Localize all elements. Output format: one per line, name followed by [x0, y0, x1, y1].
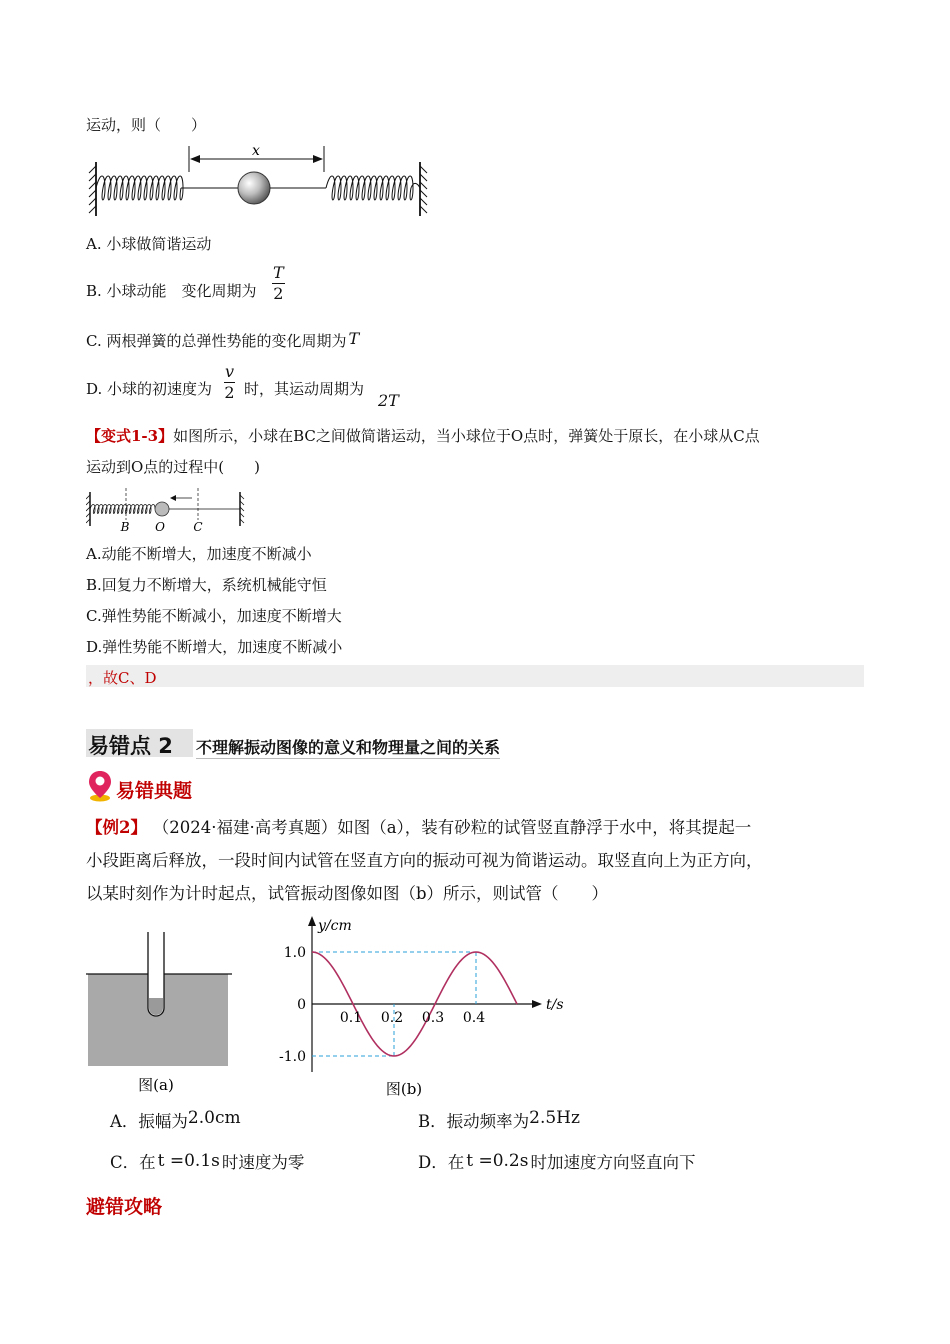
x-axis-arrow — [532, 1000, 542, 1008]
location-pin-icon — [88, 770, 112, 802]
answer-band — [86, 665, 864, 687]
x-tick-label: 0.2 — [380, 1010, 404, 1026]
question-stem-tail: 运动，则（ ） — [86, 116, 207, 134]
x-tick-label: 0.3 — [421, 1010, 445, 1026]
q2-stem-line1: 【变式1-3】如图所示，小球在BC之间做简谐运动，当小球位于O点时，弹簧处于原长，在小球从C点 — [86, 427, 760, 445]
q2-option-c: C.弹性势能不断减小，加速度不断增大 — [86, 607, 342, 625]
example-line2: 小段距离后释放，一段时间内试管在竖直方向的振动可视为简谐运动。取竖直向上为正方向， — [86, 851, 763, 870]
q2-option-b: B.回复力不断增大，系统机械能守恒 — [86, 576, 327, 594]
q1-option-a: A. 小球做简谐运动 — [86, 235, 212, 253]
example-option-a: A．振幅为2.0cm — [110, 1108, 241, 1131]
vibration-graph — [272, 912, 572, 1100]
heading-avoid: 避错攻略 — [86, 1196, 163, 1218]
y-tick-label: 0 — [297, 997, 306, 1013]
y-tick-label: 1.0 — [283, 945, 306, 961]
test-tube-figure — [86, 928, 236, 1100]
example-line1: 【例2】 （2024·福建·高考真题）如图（a），装有砂粒的试管竖直静浮于水中，将其提起一 — [86, 818, 752, 837]
label-c: C — [193, 520, 203, 534]
x-tick-label: 0.1 — [339, 1010, 363, 1026]
q1-option-d-period: 2T — [378, 391, 399, 410]
label-b: B — [120, 520, 130, 534]
q2-answer: ，故C、D — [88, 669, 157, 687]
y-axis-label: y/cm — [318, 918, 352, 934]
q2-option-a: A.动能不断增大，加速度不断减小 — [86, 545, 312, 563]
example-option-b: B．振动频率为2.5Hz — [418, 1108, 580, 1131]
x-tick-label: 0.4 — [462, 1010, 486, 1026]
fraction-v-over-2: $\frac{v}{2}$ — [224, 362, 235, 402]
figure-b-caption: 图(b) — [385, 1080, 423, 1098]
spring-oscillator-figure — [86, 486, 248, 536]
q1-option-d-mid: 时，其运动周期为 — [244, 380, 365, 398]
fraction-t-over-2: $\frac{T}{2}$ — [273, 263, 284, 303]
example-option-c: C．在 t =0.1s 时速度为零 — [110, 1151, 305, 1172]
example-option-d: D．在 t =0.2s 时加速度方向竖直向下 — [418, 1151, 696, 1172]
q1-option-b: B. 小球动能 变化周期为 — [86, 282, 257, 300]
y-tick-label: -1.0 — [279, 1049, 306, 1065]
q2-stem-line2: 运动到O点的过程中( ) — [86, 458, 261, 476]
q1-option-c: C. 两根弹簧的总弹性势能的变化周期为 T — [86, 329, 360, 350]
label-o: O — [155, 520, 165, 534]
figure-a-caption: 图(a) — [138, 1076, 174, 1094]
q1-option-d: D. 小球的初速度为 — [86, 380, 213, 398]
example-line3: 以某时刻作为计时起点，试管振动图像如图（b）所示，则试管（ ） — [86, 884, 609, 903]
label-x: x — [252, 143, 260, 159]
x-axis-label: t/s — [546, 997, 564, 1013]
heading-example: 易错典题 — [116, 780, 193, 802]
q2-option-d: D.弹性势能不断增大，加速度不断减小 — [86, 638, 343, 656]
spring-ball-figure — [86, 142, 438, 222]
y-axis-arrow — [308, 916, 316, 926]
